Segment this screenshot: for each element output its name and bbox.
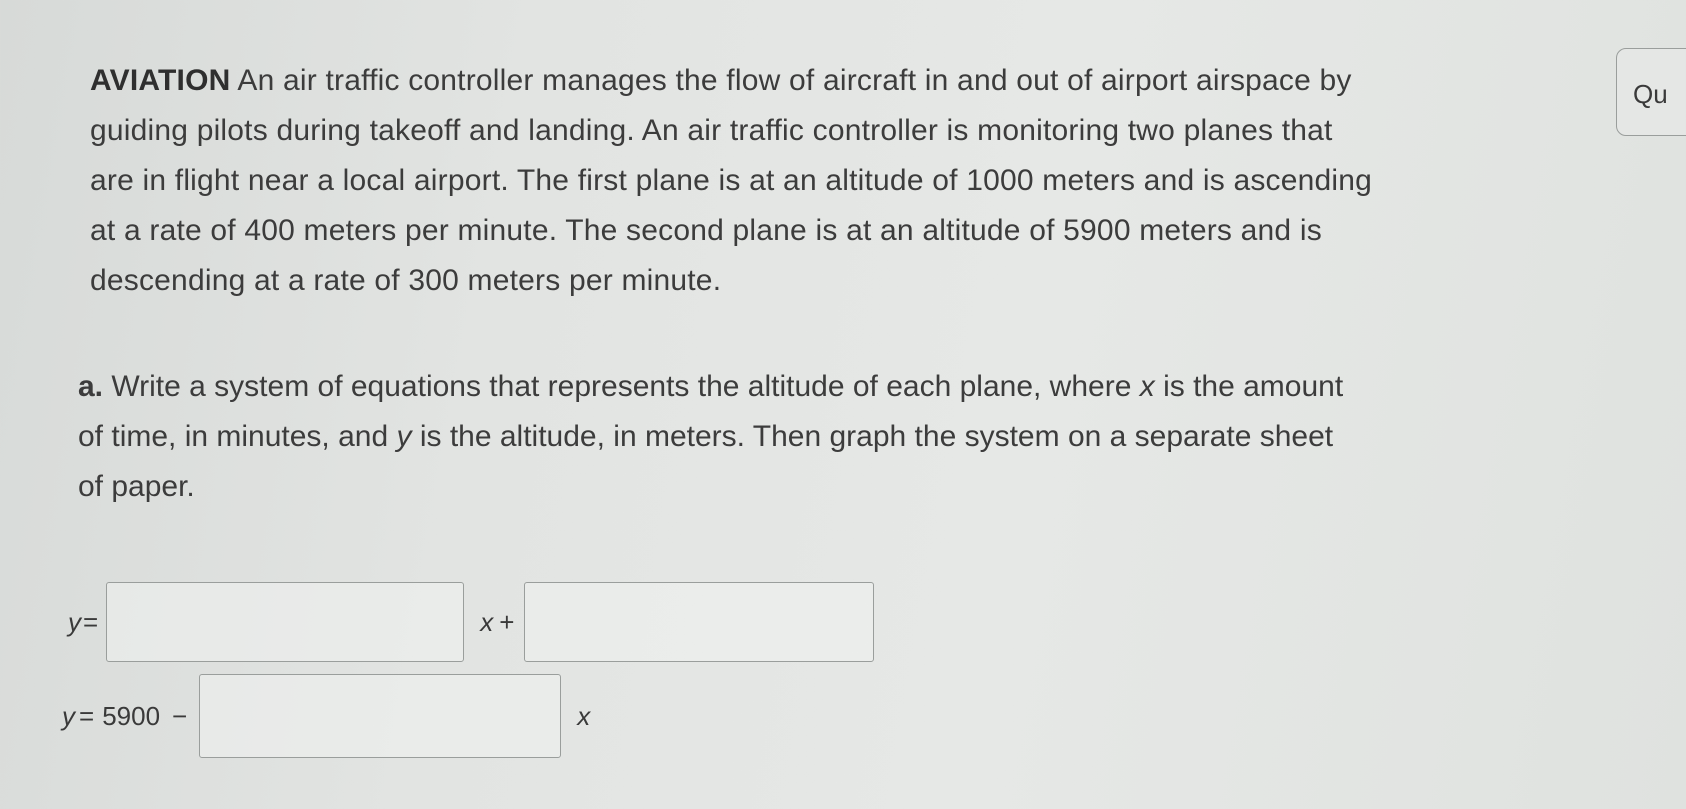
eq2-x-var: x: [577, 700, 591, 731]
eq2-constant: 5900: [102, 700, 161, 731]
part-a-text: of time, in minutes, and: [78, 420, 397, 453]
next-question-label: Qu: [1633, 79, 1668, 109]
part-a-question: [78, 362, 1618, 512]
next-question-tab[interactable]: [1616, 48, 1686, 136]
problem-line-5: descending at a rate of 300 meters per minute.: [90, 264, 722, 297]
eq1-intercept-input[interactable]: [524, 582, 874, 662]
variable-x: x: [1139, 370, 1155, 403]
problem-line-3: are in flight near a local airport. The first plane is at an altitude of 1000 meters and is ascending: [90, 164, 1373, 197]
part-a-text: is the altitude, in meters. Then graph the system on a separate sheet: [411, 420, 1334, 453]
part-a-label: a.: [78, 370, 104, 403]
part-a-text: Write a system of equations that represents the altitude of each plane, where: [103, 370, 1140, 403]
eq2-equals: =: [79, 700, 95, 731]
eq1-equals: =: [83, 606, 99, 637]
problem-text: An air traffic controller manages the flow of aircraft in and out of airport airspace by: [230, 64, 1352, 97]
equation-1: [68, 582, 874, 662]
problem-topic: AVIATION: [90, 64, 231, 97]
eq1-x-var: x: [480, 606, 494, 637]
part-a-line-2: [78, 412, 1618, 462]
eq1-lhs-var: y: [68, 606, 81, 637]
eq2-lhs-var: y: [62, 700, 75, 731]
equation-2: [62, 676, 590, 756]
problem-line-2: guiding pilots during takeoff and landing. An air traffic controller is monitoring two planes that: [90, 114, 1333, 147]
eq2-minus: −: [172, 700, 188, 731]
eq1-plus: +: [499, 606, 515, 637]
eq1-slope-input[interactable]: [106, 582, 464, 662]
problem-line-1: [90, 56, 1590, 106]
part-a-line-1: [78, 362, 1618, 412]
part-a-line-3: of paper.: [78, 470, 195, 503]
variable-y: y: [396, 420, 412, 453]
eq2-slope-input[interactable]: [199, 674, 561, 758]
problem-line-4: at a rate of 400 meters per minute. The second plane is at an altitude of 5900 meters and is: [90, 214, 1322, 247]
problem-statement: [90, 56, 1590, 306]
part-a-text: is the amount: [1154, 370, 1344, 403]
